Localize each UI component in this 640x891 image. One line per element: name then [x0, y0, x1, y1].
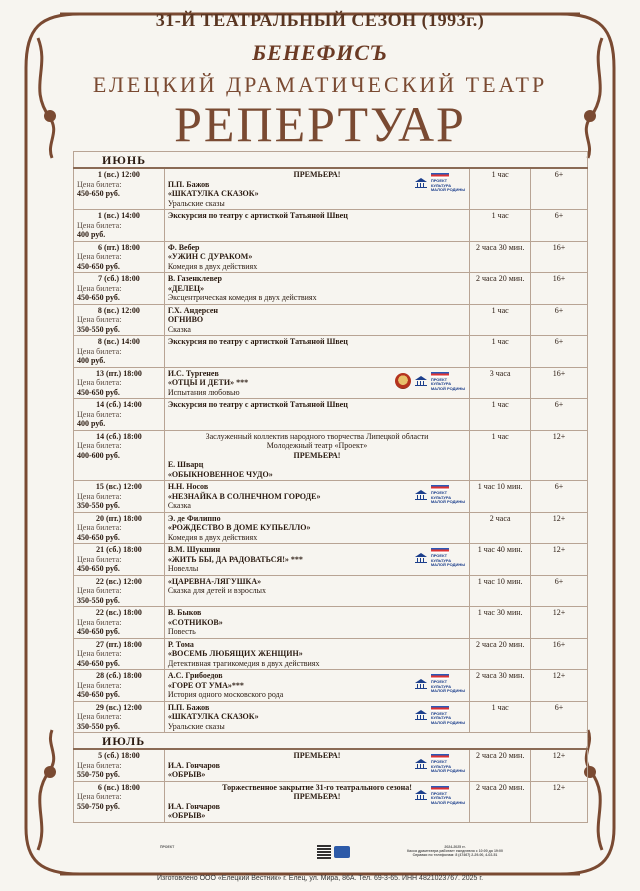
season-heading: 31-Й ТЕАТРАЛЬНЫЙ СЕЗОН (1993г.) [155, 10, 485, 30]
show-date: 22 (вс.) 18:00 [95, 608, 142, 617]
show-cell [164, 168, 469, 210]
duration-cell: 2 часа 30 мин. [470, 670, 531, 702]
age-cell: 6+ [531, 701, 588, 733]
badge-line1: ПРОЕКТ [430, 490, 448, 495]
badge-group [415, 485, 465, 505]
show-subtitle: Эксцентрическая комедия в двух действиях [167, 293, 317, 302]
table-row [74, 273, 588, 305]
repertoire-table [73, 151, 588, 823]
badge-line1: ПРОЕКТ [430, 376, 448, 382]
show-date: 13 (пт.) 18:00 [95, 368, 142, 378]
benefis-logo: БЕНЕФИСЪ [252, 40, 388, 65]
show-author: Э. де Филиппо [167, 513, 221, 523]
price-value: 350-550 руб. [77, 595, 120, 605]
badge-line1: ПРОЕКТ [430, 178, 448, 183]
date-cell [74, 575, 165, 607]
duration-cell: 2 часа 20 мин. [470, 749, 531, 781]
table-row [74, 544, 588, 576]
badge-line2: КУЛЬТУРА [430, 381, 452, 386]
badge-line2: КУЛЬТУРА [430, 715, 452, 720]
price-label: Цена билета: [77, 491, 122, 501]
show-date: 8 (вс.) 14:00 [97, 337, 140, 346]
date-cell [74, 512, 165, 544]
building-icon [415, 790, 427, 800]
price-value: 450-650 руб. [77, 627, 120, 636]
table-row [74, 367, 588, 399]
age-cell: 12+ [531, 430, 588, 481]
show-title: «СОТНИКОВ» [167, 617, 223, 627]
building-icon [415, 178, 427, 188]
show-date: 21 (сб.) 18:00 [96, 545, 142, 554]
price-label: Цена билета: [77, 523, 122, 532]
show-title: «ОБРЫВ» [167, 770, 206, 779]
age-cell: 12+ [531, 670, 588, 702]
flag-icon [431, 372, 449, 377]
age-cell: 6+ [531, 304, 588, 336]
date-cell [74, 168, 165, 210]
show-subtitle: Повесть [167, 627, 196, 636]
date-cell [74, 701, 165, 733]
season-note: 2024-2025 гг. [444, 845, 466, 849]
badge-line3: МАЛОЙ РОДИНЫ [430, 499, 466, 504]
building-icon [415, 490, 427, 500]
badge-line2: КУЛЬТУРА [430, 494, 452, 500]
badge-group [415, 173, 465, 193]
age-cell: 6+ [531, 575, 588, 607]
building-icon [415, 553, 427, 563]
building-icon [415, 679, 427, 689]
price-label: Цена билета: [77, 283, 122, 293]
badge-group [415, 754, 465, 774]
show-title: «УЖИН С ДУРАКОМ» [167, 252, 253, 261]
show-cell [164, 210, 469, 242]
duration-cell: 2 часа 20 мин. [470, 273, 531, 305]
badge-line1: ПРОЕКТ [430, 553, 448, 558]
table-row [74, 399, 588, 431]
excursion-text: Экскурсия по театру с артисткой Татьяной Швец [167, 400, 348, 409]
badge-line1: ПРОЕКТ [430, 790, 448, 796]
show-subtitle: Уральские сказы [167, 721, 225, 731]
show-date: 1 (вс.) 12:00 [97, 170, 140, 179]
page-title: РЕПЕРТУАР [174, 96, 466, 152]
pushkin-card-icon [334, 846, 350, 858]
show-cell [164, 304, 469, 336]
show-date: 6 (пт.) 18:00 [97, 242, 140, 252]
duration-cell: 1 час [470, 430, 531, 481]
show-title: «НЕЗНАЙКА В СОЛНЕЧНОМ ГОРОДЕ» [167, 491, 321, 501]
show-author: Н.Н. Носов [167, 482, 209, 491]
flag-icon [431, 706, 449, 711]
duration-cell: 2 часа 20 мин. [470, 638, 531, 670]
project-badge [431, 786, 465, 806]
price-label: Цена билета: [77, 179, 122, 189]
show-date: 20 (пт.) 18:00 [95, 513, 142, 523]
show-author: В. Газенклевер [167, 274, 222, 283]
building-icon [415, 376, 427, 386]
show-cell [164, 781, 469, 822]
age-cell: 12+ [531, 607, 588, 639]
table-row [74, 670, 588, 702]
date-cell [74, 607, 165, 639]
age-cell: 6+ [531, 210, 588, 242]
price-label: Цена билета: [77, 346, 122, 356]
phones: Справки по телефонам: 8 (47467) 2-29-00, 4-02-51 [412, 853, 498, 857]
date-cell [74, 670, 165, 702]
age-cell: 6+ [531, 336, 588, 368]
badge-line3: МАЛОЙ РОДИНЫ [430, 562, 466, 567]
price-value: 450-650 руб. [77, 387, 120, 397]
show-date: 7 (сб.) 18:00 [98, 274, 140, 283]
show-date: 5 (сб.) 18:00 [98, 751, 140, 760]
table-row [74, 304, 588, 336]
footer-imprint: Изготовлено ООО «Елецкий Вестник» г. Елец, ул. Мира, 86А. Тел. 69-3-65. ИНН 4821023767. 2025 г. [156, 875, 484, 882]
show-author: П.П. Бажов [167, 179, 210, 189]
age-cell: 16+ [531, 241, 588, 273]
price-value: 550-750 руб. [77, 801, 120, 811]
badge-group [415, 706, 465, 726]
show-author: В. Быков [167, 608, 202, 617]
project-badge [431, 485, 465, 505]
show-title: «ДЕЛЕЦ» [167, 283, 205, 293]
table-row [74, 781, 588, 822]
show-author: И.А. Гончаров [167, 801, 220, 811]
show-date: 6 (вс.) 18:00 [97, 782, 140, 792]
footer-small-print [160, 845, 174, 849]
price-label: Цена билета: [77, 649, 122, 658]
price-value: 350-550 руб. [77, 324, 120, 334]
cashier-hours: Касса драмтеатра работает ежедневно с 10:00 до 19:00 [407, 849, 503, 853]
show-cell [164, 670, 469, 702]
age-cell: 16+ [531, 638, 588, 670]
badge-line2: КУЛЬТУРА [430, 182, 452, 188]
table-row [74, 430, 588, 481]
show-title: «ОБЫКНОВЕННОЕ ЧУДО» [167, 469, 273, 479]
price-label: Цена билета: [77, 220, 122, 230]
badge-line3: МАЛОЙ РОДИНЫ [430, 688, 466, 693]
show-date: 22 (вс.) 12:00 [95, 576, 142, 586]
show-subtitle: Сказка [167, 501, 191, 510]
price-value: 400-600 руб. [77, 450, 120, 460]
badge-line2: КУЛЬТУРА [430, 763, 452, 769]
date-cell [74, 210, 165, 242]
duration-cell: 2 часа [470, 512, 531, 544]
badge-line3: МАЛОЙ РОДИНЫ [430, 385, 466, 391]
show-title: «ЦАРЕВНА-ЛЯГУШКА» [167, 576, 262, 586]
premiere-label: ПРЕМЬЕРА! [293, 751, 341, 760]
price-value: 450-650 руб. [77, 532, 120, 542]
qr-code-icon [317, 845, 331, 859]
show-cell [164, 749, 469, 781]
duration-cell: 1 час 30 мин. [470, 607, 531, 639]
table-row [74, 210, 588, 242]
price-label: Цена билета: [77, 409, 122, 419]
price-value: 400 руб. [77, 419, 106, 428]
excursion-text: Экскурсия по театру с артисткой Татьяной Швец [167, 337, 348, 346]
price-label: Цена билета: [77, 554, 122, 564]
show-author: А.С. Грибоедов [167, 671, 223, 680]
show-subtitle: Новеллы [167, 564, 199, 573]
show-author: И.А. Гончаров [167, 760, 220, 770]
duration-cell: 1 час [470, 399, 531, 431]
closing-note: Торжественное закрытие 31-го театрального сезона! [222, 782, 412, 792]
month-label: ИЮНЬ [74, 152, 588, 169]
badge-group [395, 372, 465, 392]
badge-line2: КУЛЬТУРА [430, 683, 452, 689]
price-value: 400 руб. [77, 230, 106, 239]
date-cell [74, 304, 165, 336]
date-cell [74, 781, 165, 822]
show-title: «ШКАТУЛКА СКАЗОК» [167, 189, 259, 198]
project-badge [431, 674, 465, 694]
price-value: 350-550 руб. [77, 501, 120, 510]
show-subtitle: Испытания любовью [167, 387, 240, 397]
badge-line2: КУЛЬТУРА [430, 795, 452, 800]
duration-cell: 1 час [470, 701, 531, 733]
age-cell: 12+ [531, 512, 588, 544]
show-author: Ф. Вебер [167, 242, 200, 252]
date-cell [74, 336, 165, 368]
show-date: 15 (вс.) 12:00 [95, 482, 142, 491]
show-title: «ШКАТУЛКА СКАЗОК» [167, 712, 259, 721]
show-title: «ОБРЫВ» [167, 811, 206, 820]
price-value: 450-650 руб. [77, 293, 120, 302]
project-badge [431, 548, 465, 568]
table-row [74, 749, 588, 781]
duration-cell: 1 час [470, 168, 531, 210]
show-cell [164, 701, 469, 733]
age-cell: 12+ [531, 749, 588, 781]
duration-cell: 1 час 10 мин. [470, 481, 531, 513]
duration-cell: 1 час [470, 304, 531, 336]
date-cell [74, 399, 165, 431]
table-row [74, 481, 588, 513]
date-cell [74, 273, 165, 305]
show-subtitle: Комедия в двух действиях [167, 532, 258, 542]
price-label: Цена билета: [77, 792, 122, 801]
cashier-note [385, 845, 525, 857]
table-row [74, 607, 588, 639]
price-value: 400 руб. [77, 356, 106, 365]
show-author: П.П. Бажов [167, 702, 210, 712]
badge-group [415, 786, 465, 806]
date-cell [74, 638, 165, 670]
badge-group [415, 674, 465, 694]
badge-line2: КУЛЬТУРА [430, 557, 452, 563]
table-row [74, 512, 588, 544]
show-title: «ГОРЕ ОТ УМА»*** [167, 680, 244, 690]
age-cell: 16+ [531, 273, 588, 305]
show-subtitle: Уральские сказы [167, 198, 225, 208]
theatre-mask-icon [395, 373, 411, 389]
show-cell [164, 399, 469, 431]
show-author: В.М. Шукшин [167, 545, 221, 554]
age-cell: 6+ [531, 481, 588, 513]
show-author: Г.Х. Андерсен [167, 305, 219, 315]
flag-icon [431, 786, 449, 791]
price-label: Цена билета: [77, 586, 122, 595]
price-value: 450-650 руб. [77, 658, 120, 668]
date-cell [74, 241, 165, 273]
month-row-july [74, 733, 588, 750]
table-row [74, 241, 588, 273]
duration-cell: 2 часа 20 мин. [470, 781, 531, 822]
duration-cell: 3 часа [470, 367, 531, 399]
price-label: Цена билета: [77, 441, 122, 450]
month-row-june [74, 152, 588, 169]
guest-line2: Молодежный театр «Проект» [266, 441, 368, 450]
duration-cell: 1 час [470, 210, 531, 242]
price-label: Цена билета: [77, 315, 122, 324]
show-cell [164, 273, 469, 305]
show-title: ОГНИВО [167, 315, 204, 324]
price-label: Цена билета: [77, 760, 122, 770]
excursion-text: Экскурсия по театру с артисткой Татьяной Швец [167, 211, 348, 220]
show-date: 1 (вс.) 14:00 [97, 211, 140, 220]
date-cell [74, 749, 165, 781]
show-date: 28 (сб.) 18:00 [96, 671, 142, 680]
premiere-label: ПРЕМЬЕРА! [293, 450, 341, 460]
date-cell [74, 367, 165, 399]
price-value: 350-550 руб. [77, 721, 120, 731]
show-date: 8 (вс.) 12:00 [97, 305, 140, 315]
duration-cell: 2 часа 30 мин. [470, 241, 531, 273]
date-cell [74, 430, 165, 481]
show-cell [164, 544, 469, 576]
show-author: Р. Тома [167, 639, 194, 649]
price-value: 450-650 руб. [77, 690, 120, 699]
show-date: 14 (сб.) 14:00 [96, 400, 142, 409]
show-title: «ОТЦЫ И ДЕТИ» *** [167, 378, 249, 387]
badge-line3: МАЛОЙ РОДИНЫ [430, 187, 466, 192]
guest-line1: Заслуженный коллектив народного творчества Липецкой области [205, 431, 429, 441]
show-cell [164, 512, 469, 544]
table-row [74, 168, 588, 210]
price-label: Цена билета: [77, 252, 122, 261]
price-value: 450-650 руб. [77, 189, 120, 198]
show-author: И.С. Тургенев [167, 368, 219, 378]
age-cell: 16+ [531, 367, 588, 399]
show-cell [164, 481, 469, 513]
project-badge [431, 754, 465, 774]
date-cell [74, 481, 165, 513]
price-value: 450-650 руб. [77, 564, 120, 573]
month-label: ИЮЛЬ [74, 733, 588, 750]
badge-line1: ПРОЕКТ [430, 679, 448, 684]
age-cell: 6+ [531, 168, 588, 210]
age-cell: 12+ [531, 544, 588, 576]
table-row [74, 701, 588, 733]
badge-line1: ПРОЕКТ [430, 710, 448, 716]
show-cell [164, 241, 469, 273]
show-title: «ВОСЕМЬ ЛЮБЯЩИХ ЖЕНЩИН» [167, 649, 303, 658]
badge-line3: МАЛОЙ РОДИНЫ [430, 799, 466, 805]
table-row [74, 638, 588, 670]
show-subtitle: Комедия в двух действиях [167, 261, 258, 271]
building-icon [415, 759, 427, 769]
age-cell: 6+ [531, 399, 588, 431]
badge-line3: МАЛОЙ РОДИНЫ [430, 768, 466, 773]
show-subtitle: Сказка [167, 324, 191, 334]
show-cell [164, 336, 469, 368]
show-subtitle: Сказка для детей и взрослых [167, 586, 266, 595]
show-cell [164, 575, 469, 607]
footer-badge-text: ПРОЕКТ [160, 845, 175, 849]
show-cell [164, 638, 469, 670]
show-cell [164, 607, 469, 639]
show-date: 14 (сб.) 18:00 [96, 431, 142, 441]
duration-cell: 1 час 10 мин. [470, 575, 531, 607]
project-badge [431, 372, 465, 392]
project-badge [431, 173, 465, 193]
premiere-label: ПРЕМЬЕРА! [293, 170, 341, 179]
age-cell: 12+ [531, 781, 588, 822]
table-row [74, 575, 588, 607]
duration-cell: 1 час 40 мин. [470, 544, 531, 576]
price-label: Цена билета: [77, 617, 122, 627]
table-row [74, 336, 588, 368]
show-date: 27 (пт.) 18:00 [95, 639, 142, 649]
theatre-name: ЕЛЕЦКИЙ ДРАМАТИЧЕСКИЙ ТЕАТР [92, 72, 548, 97]
premiere-label: ПРЕМЬЕРА! [293, 792, 341, 801]
duration-cell: 1 час [470, 336, 531, 368]
price-value: 450-650 руб. [77, 261, 120, 271]
price-label: Цена билета: [77, 378, 122, 387]
date-cell [74, 544, 165, 576]
building-icon [415, 710, 427, 720]
show-date: 29 (вс.) 12:00 [95, 702, 142, 712]
show-title: «РОЖДЕСТВО В ДОМЕ КУПЬЕЛЛО» [167, 523, 311, 532]
show-cell [164, 367, 469, 399]
show-author: Е. Шварц [167, 460, 204, 469]
show-cell [164, 430, 469, 481]
badge-group [415, 548, 465, 568]
badge-line1: ПРОЕКТ [430, 759, 448, 764]
show-title: «ЖИТЬ БЫ, ДА РАДОВАТЬСЯ!» *** [167, 554, 303, 564]
show-subtitle: История одного московского рода [167, 690, 284, 699]
price-label: Цена билета: [77, 680, 122, 690]
project-badge [431, 706, 465, 726]
show-subtitle: Детективная трагикомедия в двух действиях [167, 658, 320, 668]
price-value: 550-750 руб. [77, 770, 120, 779]
price-label: Цена билета: [77, 712, 122, 721]
badge-line3: МАЛОЙ РОДИНЫ [430, 719, 466, 725]
